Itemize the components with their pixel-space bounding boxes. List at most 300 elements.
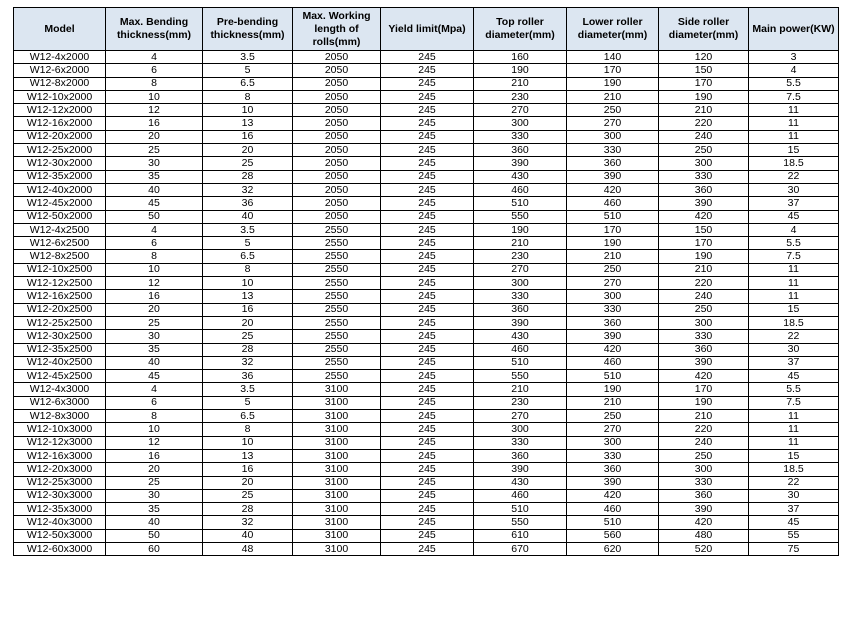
cell-top-roller-diameter: 330 [474,130,567,143]
cell-yield-limit: 245 [381,476,474,489]
cell-model: W12-12x2500 [14,277,106,290]
header-model: Model [14,8,106,51]
cell-side-roller-diameter: 250 [659,303,749,316]
header-side-roller-diameter: Side roller diameter(mm) [659,8,749,51]
cell-main-power: 75 [749,542,839,555]
cell-yield-limit: 245 [381,503,474,516]
cell-max-working-length: 2550 [293,263,381,276]
header-max-working-length: Max. Working length of rolls(mm) [293,8,381,51]
cell-model: W12-25x2000 [14,144,106,157]
cell-top-roller-diameter: 610 [474,529,567,542]
cell-max-working-length: 3100 [293,503,381,516]
cell-max-bending-thickness: 10 [106,423,203,436]
cell-top-roller-diameter: 270 [474,263,567,276]
cell-top-roller-diameter: 190 [474,64,567,77]
cell-lower-roller-diameter: 210 [567,250,659,263]
cell-max-bending-thickness: 12 [106,104,203,117]
table-row [14,64,839,77]
cell-max-working-length: 2550 [293,303,381,316]
table-row [14,157,839,170]
cell-max-bending-thickness: 45 [106,370,203,383]
cell-pre-bending-thickness: 32 [203,356,293,369]
cell-model: W12-40x2000 [14,183,106,196]
cell-pre-bending-thickness: 8 [203,90,293,103]
table-row [14,503,839,516]
cell-pre-bending-thickness: 16 [203,303,293,316]
cell-top-roller-diameter: 670 [474,542,567,555]
table-row [14,476,839,489]
cell-top-roller-diameter: 430 [474,170,567,183]
cell-main-power: 22 [749,330,839,343]
cell-pre-bending-thickness: 28 [203,503,293,516]
cell-yield-limit: 245 [381,104,474,117]
cell-side-roller-diameter: 420 [659,370,749,383]
cell-max-bending-thickness: 60 [106,542,203,555]
cell-side-roller-diameter: 240 [659,130,749,143]
cell-max-bending-thickness: 8 [106,250,203,263]
cell-lower-roller-diameter: 510 [567,370,659,383]
cell-model: W12-8x2000 [14,77,106,90]
cell-lower-roller-diameter: 330 [567,144,659,157]
cell-pre-bending-thickness: 25 [203,157,293,170]
table-body [14,51,839,556]
cell-side-roller-diameter: 190 [659,250,749,263]
cell-max-working-length: 3100 [293,476,381,489]
cell-model: W12-16x2500 [14,290,106,303]
spec-table-container [13,7,839,556]
cell-max-working-length: 3100 [293,489,381,502]
cell-yield-limit: 245 [381,117,474,130]
header-lower-roller-diameter: Lower roller diameter(mm) [567,8,659,51]
cell-main-power: 18.5 [749,463,839,476]
spec-table [13,7,839,556]
cell-model: W12-16x2000 [14,117,106,130]
cell-top-roller-diameter: 330 [474,290,567,303]
cell-pre-bending-thickness: 16 [203,130,293,143]
cell-main-power: 11 [749,117,839,130]
cell-lower-roller-diameter: 620 [567,542,659,555]
table-row [14,383,839,396]
cell-lower-roller-diameter: 270 [567,277,659,290]
cell-main-power: 45 [749,516,839,529]
cell-pre-bending-thickness: 28 [203,343,293,356]
cell-max-working-length: 2550 [293,330,381,343]
cell-max-bending-thickness: 25 [106,316,203,329]
cell-side-roller-diameter: 120 [659,51,749,64]
cell-yield-limit: 245 [381,542,474,555]
cell-top-roller-diameter: 460 [474,343,567,356]
table-row [14,237,839,250]
cell-pre-bending-thickness: 8 [203,423,293,436]
cell-model: W12-4x2500 [14,223,106,236]
table-row [14,77,839,90]
cell-main-power: 18.5 [749,316,839,329]
header-yield-limit: Yield limit(Mpa) [381,8,474,51]
cell-model: W12-60x3000 [14,542,106,555]
cell-max-bending-thickness: 4 [106,51,203,64]
cell-max-working-length: 3100 [293,383,381,396]
cell-max-working-length: 2050 [293,90,381,103]
cell-max-working-length: 3100 [293,410,381,423]
cell-max-bending-thickness: 12 [106,277,203,290]
cell-top-roller-diameter: 550 [474,210,567,223]
cell-yield-limit: 245 [381,51,474,64]
cell-side-roller-diameter: 390 [659,356,749,369]
cell-pre-bending-thickness: 13 [203,290,293,303]
cell-main-power: 5.5 [749,383,839,396]
cell-main-power: 45 [749,210,839,223]
cell-max-working-length: 3100 [293,449,381,462]
cell-top-roller-diameter: 550 [474,516,567,529]
cell-top-roller-diameter: 300 [474,277,567,290]
cell-side-roller-diameter: 150 [659,64,749,77]
cell-pre-bending-thickness: 5 [203,396,293,409]
cell-yield-limit: 245 [381,370,474,383]
cell-max-bending-thickness: 16 [106,117,203,130]
table-row [14,117,839,130]
cell-top-roller-diameter: 360 [474,449,567,462]
cell-main-power: 7.5 [749,250,839,263]
header-pre-bending-thickness: Pre-bending thickness(mm) [203,8,293,51]
cell-model: W12-8x3000 [14,410,106,423]
cell-main-power: 37 [749,356,839,369]
table-row [14,303,839,316]
table-header-row [14,8,839,51]
cell-yield-limit: 245 [381,210,474,223]
cell-model: W12-25x2500 [14,316,106,329]
cell-max-bending-thickness: 20 [106,463,203,476]
cell-lower-roller-diameter: 390 [567,170,659,183]
cell-lower-roller-diameter: 300 [567,290,659,303]
cell-main-power: 22 [749,170,839,183]
cell-top-roller-diameter: 390 [474,157,567,170]
cell-max-bending-thickness: 10 [106,263,203,276]
cell-main-power: 4 [749,223,839,236]
cell-main-power: 11 [749,290,839,303]
cell-lower-roller-diameter: 190 [567,237,659,250]
cell-max-working-length: 3100 [293,423,381,436]
cell-pre-bending-thickness: 3.5 [203,383,293,396]
table-row [14,516,839,529]
cell-max-bending-thickness: 20 [106,303,203,316]
table-row [14,104,839,117]
cell-pre-bending-thickness: 32 [203,516,293,529]
cell-yield-limit: 245 [381,183,474,196]
cell-top-roller-diameter: 510 [474,197,567,210]
cell-model: W12-50x3000 [14,529,106,542]
table-row [14,370,839,383]
cell-side-roller-diameter: 330 [659,170,749,183]
cell-yield-limit: 245 [381,356,474,369]
cell-model: W12-30x3000 [14,489,106,502]
cell-yield-limit: 245 [381,330,474,343]
cell-yield-limit: 245 [381,250,474,263]
cell-max-working-length: 3100 [293,529,381,542]
cell-side-roller-diameter: 300 [659,316,749,329]
cell-pre-bending-thickness: 40 [203,529,293,542]
cell-top-roller-diameter: 510 [474,356,567,369]
cell-max-working-length: 2550 [293,356,381,369]
cell-yield-limit: 245 [381,383,474,396]
table-row [14,542,839,555]
table-row [14,183,839,196]
cell-model: W12-20x3000 [14,463,106,476]
cell-max-working-length: 2050 [293,197,381,210]
cell-model: W12-50x2000 [14,210,106,223]
cell-lower-roller-diameter: 170 [567,223,659,236]
cell-side-roller-diameter: 220 [659,117,749,130]
cell-model: W12-8x2500 [14,250,106,263]
cell-pre-bending-thickness: 32 [203,183,293,196]
cell-max-bending-thickness: 8 [106,77,203,90]
cell-side-roller-diameter: 360 [659,343,749,356]
cell-max-bending-thickness: 16 [106,449,203,462]
cell-pre-bending-thickness: 40 [203,210,293,223]
cell-max-working-length: 2550 [293,223,381,236]
cell-lower-roller-diameter: 420 [567,489,659,502]
cell-lower-roller-diameter: 420 [567,343,659,356]
cell-max-working-length: 3100 [293,542,381,555]
cell-pre-bending-thickness: 25 [203,330,293,343]
cell-yield-limit: 245 [381,303,474,316]
table-row [14,90,839,103]
cell-lower-roller-diameter: 250 [567,263,659,276]
cell-yield-limit: 245 [381,90,474,103]
cell-side-roller-diameter: 190 [659,396,749,409]
cell-max-bending-thickness: 35 [106,170,203,183]
cell-max-bending-thickness: 30 [106,330,203,343]
table-row [14,277,839,290]
cell-lower-roller-diameter: 510 [567,516,659,529]
cell-main-power: 30 [749,489,839,502]
table-row [14,290,839,303]
cell-yield-limit: 245 [381,516,474,529]
cell-top-roller-diameter: 160 [474,51,567,64]
cell-pre-bending-thickness: 6.5 [203,250,293,263]
table-row [14,356,839,369]
cell-pre-bending-thickness: 3.5 [203,223,293,236]
cell-lower-roller-diameter: 390 [567,330,659,343]
cell-max-working-length: 2050 [293,104,381,117]
cell-lower-roller-diameter: 270 [567,423,659,436]
table-row [14,250,839,263]
cell-model: W12-45x2000 [14,197,106,210]
cell-pre-bending-thickness: 13 [203,117,293,130]
table-row [14,197,839,210]
cell-main-power: 11 [749,263,839,276]
cell-max-working-length: 2550 [293,343,381,356]
cell-pre-bending-thickness: 25 [203,489,293,502]
header-max-bending-thickness: Max. Bending thickness(mm) [106,8,203,51]
cell-top-roller-diameter: 550 [474,370,567,383]
table-row [14,223,839,236]
cell-main-power: 45 [749,370,839,383]
cell-side-roller-diameter: 170 [659,383,749,396]
table-row [14,529,839,542]
cell-top-roller-diameter: 190 [474,223,567,236]
cell-max-bending-thickness: 40 [106,516,203,529]
cell-yield-limit: 245 [381,263,474,276]
cell-side-roller-diameter: 330 [659,476,749,489]
cell-yield-limit: 245 [381,277,474,290]
cell-yield-limit: 245 [381,77,474,90]
cell-lower-roller-diameter: 300 [567,436,659,449]
cell-lower-roller-diameter: 300 [567,130,659,143]
cell-top-roller-diameter: 210 [474,237,567,250]
table-row [14,396,839,409]
cell-side-roller-diameter: 390 [659,197,749,210]
cell-main-power: 5.5 [749,237,839,250]
cell-max-bending-thickness: 40 [106,183,203,196]
header-main-power: Main power(KW) [749,8,839,51]
cell-main-power: 11 [749,436,839,449]
cell-top-roller-diameter: 430 [474,476,567,489]
table-row [14,343,839,356]
cell-side-roller-diameter: 220 [659,277,749,290]
cell-top-roller-diameter: 270 [474,410,567,423]
cell-pre-bending-thickness: 10 [203,277,293,290]
cell-main-power: 15 [749,449,839,462]
cell-pre-bending-thickness: 20 [203,316,293,329]
cell-max-working-length: 2050 [293,77,381,90]
cell-yield-limit: 245 [381,223,474,236]
cell-main-power: 30 [749,183,839,196]
table-row [14,144,839,157]
cell-max-working-length: 2050 [293,210,381,223]
cell-model: W12-30x2500 [14,330,106,343]
cell-yield-limit: 245 [381,449,474,462]
cell-main-power: 7.5 [749,396,839,409]
cell-yield-limit: 245 [381,410,474,423]
table-row [14,170,839,183]
cell-side-roller-diameter: 300 [659,157,749,170]
cell-yield-limit: 245 [381,316,474,329]
cell-max-bending-thickness: 4 [106,223,203,236]
cell-model: W12-10x2500 [14,263,106,276]
cell-main-power: 37 [749,503,839,516]
cell-pre-bending-thickness: 48 [203,542,293,555]
cell-main-power: 11 [749,130,839,143]
cell-lower-roller-diameter: 270 [567,117,659,130]
cell-lower-roller-diameter: 210 [567,396,659,409]
cell-max-bending-thickness: 6 [106,237,203,250]
cell-pre-bending-thickness: 36 [203,370,293,383]
cell-top-roller-diameter: 300 [474,117,567,130]
cell-side-roller-diameter: 170 [659,77,749,90]
cell-max-bending-thickness: 6 [106,396,203,409]
cell-model: W12-4x3000 [14,383,106,396]
cell-side-roller-diameter: 250 [659,144,749,157]
table-row [14,489,839,502]
cell-lower-roller-diameter: 190 [567,77,659,90]
cell-model: W12-6x3000 [14,396,106,409]
cell-model: W12-35x2000 [14,170,106,183]
cell-side-roller-diameter: 210 [659,410,749,423]
cell-model: W12-6x2500 [14,237,106,250]
cell-max-working-length: 2050 [293,117,381,130]
cell-lower-roller-diameter: 250 [567,410,659,423]
cell-side-roller-diameter: 330 [659,330,749,343]
cell-model: W12-6x2000 [14,64,106,77]
cell-max-working-length: 2050 [293,144,381,157]
cell-yield-limit: 245 [381,130,474,143]
header-top-roller-diameter: Top roller diameter(mm) [474,8,567,51]
cell-max-working-length: 2050 [293,183,381,196]
cell-top-roller-diameter: 390 [474,463,567,476]
cell-side-roller-diameter: 420 [659,516,749,529]
table-row [14,410,839,423]
cell-top-roller-diameter: 210 [474,77,567,90]
cell-top-roller-diameter: 330 [474,436,567,449]
cell-model: W12-10x2000 [14,90,106,103]
cell-main-power: 4 [749,64,839,77]
table-row [14,51,839,64]
cell-yield-limit: 245 [381,237,474,250]
cell-max-bending-thickness: 8 [106,410,203,423]
cell-max-working-length: 3100 [293,516,381,529]
cell-side-roller-diameter: 360 [659,183,749,196]
table-row [14,463,839,476]
cell-yield-limit: 245 [381,64,474,77]
cell-max-bending-thickness: 35 [106,503,203,516]
cell-lower-roller-diameter: 330 [567,303,659,316]
table-row [14,423,839,436]
table-row [14,316,839,329]
cell-main-power: 37 [749,197,839,210]
cell-model: W12-35x2500 [14,343,106,356]
cell-max-working-length: 2550 [293,316,381,329]
cell-max-bending-thickness: 50 [106,529,203,542]
cell-side-roller-diameter: 240 [659,436,749,449]
cell-max-working-length: 2050 [293,130,381,143]
cell-model: W12-10x3000 [14,423,106,436]
table-row [14,330,839,343]
cell-max-bending-thickness: 45 [106,197,203,210]
cell-model: W12-20x2000 [14,130,106,143]
cell-lower-roller-diameter: 360 [567,316,659,329]
cell-model: W12-25x3000 [14,476,106,489]
cell-model: W12-35x3000 [14,503,106,516]
cell-lower-roller-diameter: 190 [567,383,659,396]
cell-max-bending-thickness: 35 [106,343,203,356]
cell-max-bending-thickness: 30 [106,489,203,502]
cell-main-power: 18.5 [749,157,839,170]
cell-top-roller-diameter: 230 [474,396,567,409]
cell-main-power: 11 [749,104,839,117]
cell-lower-roller-diameter: 140 [567,51,659,64]
cell-top-roller-diameter: 210 [474,383,567,396]
cell-max-bending-thickness: 40 [106,356,203,369]
cell-top-roller-diameter: 390 [474,316,567,329]
cell-top-roller-diameter: 270 [474,104,567,117]
cell-max-working-length: 2550 [293,237,381,250]
cell-model: W12-16x3000 [14,449,106,462]
cell-lower-roller-diameter: 510 [567,210,659,223]
cell-pre-bending-thickness: 13 [203,449,293,462]
table-row [14,210,839,223]
cell-model: W12-30x2000 [14,157,106,170]
cell-lower-roller-diameter: 420 [567,183,659,196]
table-row [14,263,839,276]
cell-max-bending-thickness: 10 [106,90,203,103]
cell-max-working-length: 3100 [293,463,381,476]
cell-max-bending-thickness: 25 [106,476,203,489]
table-row [14,436,839,449]
cell-max-working-length: 2050 [293,170,381,183]
cell-lower-roller-diameter: 360 [567,157,659,170]
cell-main-power: 30 [749,343,839,356]
cell-pre-bending-thickness: 3.5 [203,51,293,64]
